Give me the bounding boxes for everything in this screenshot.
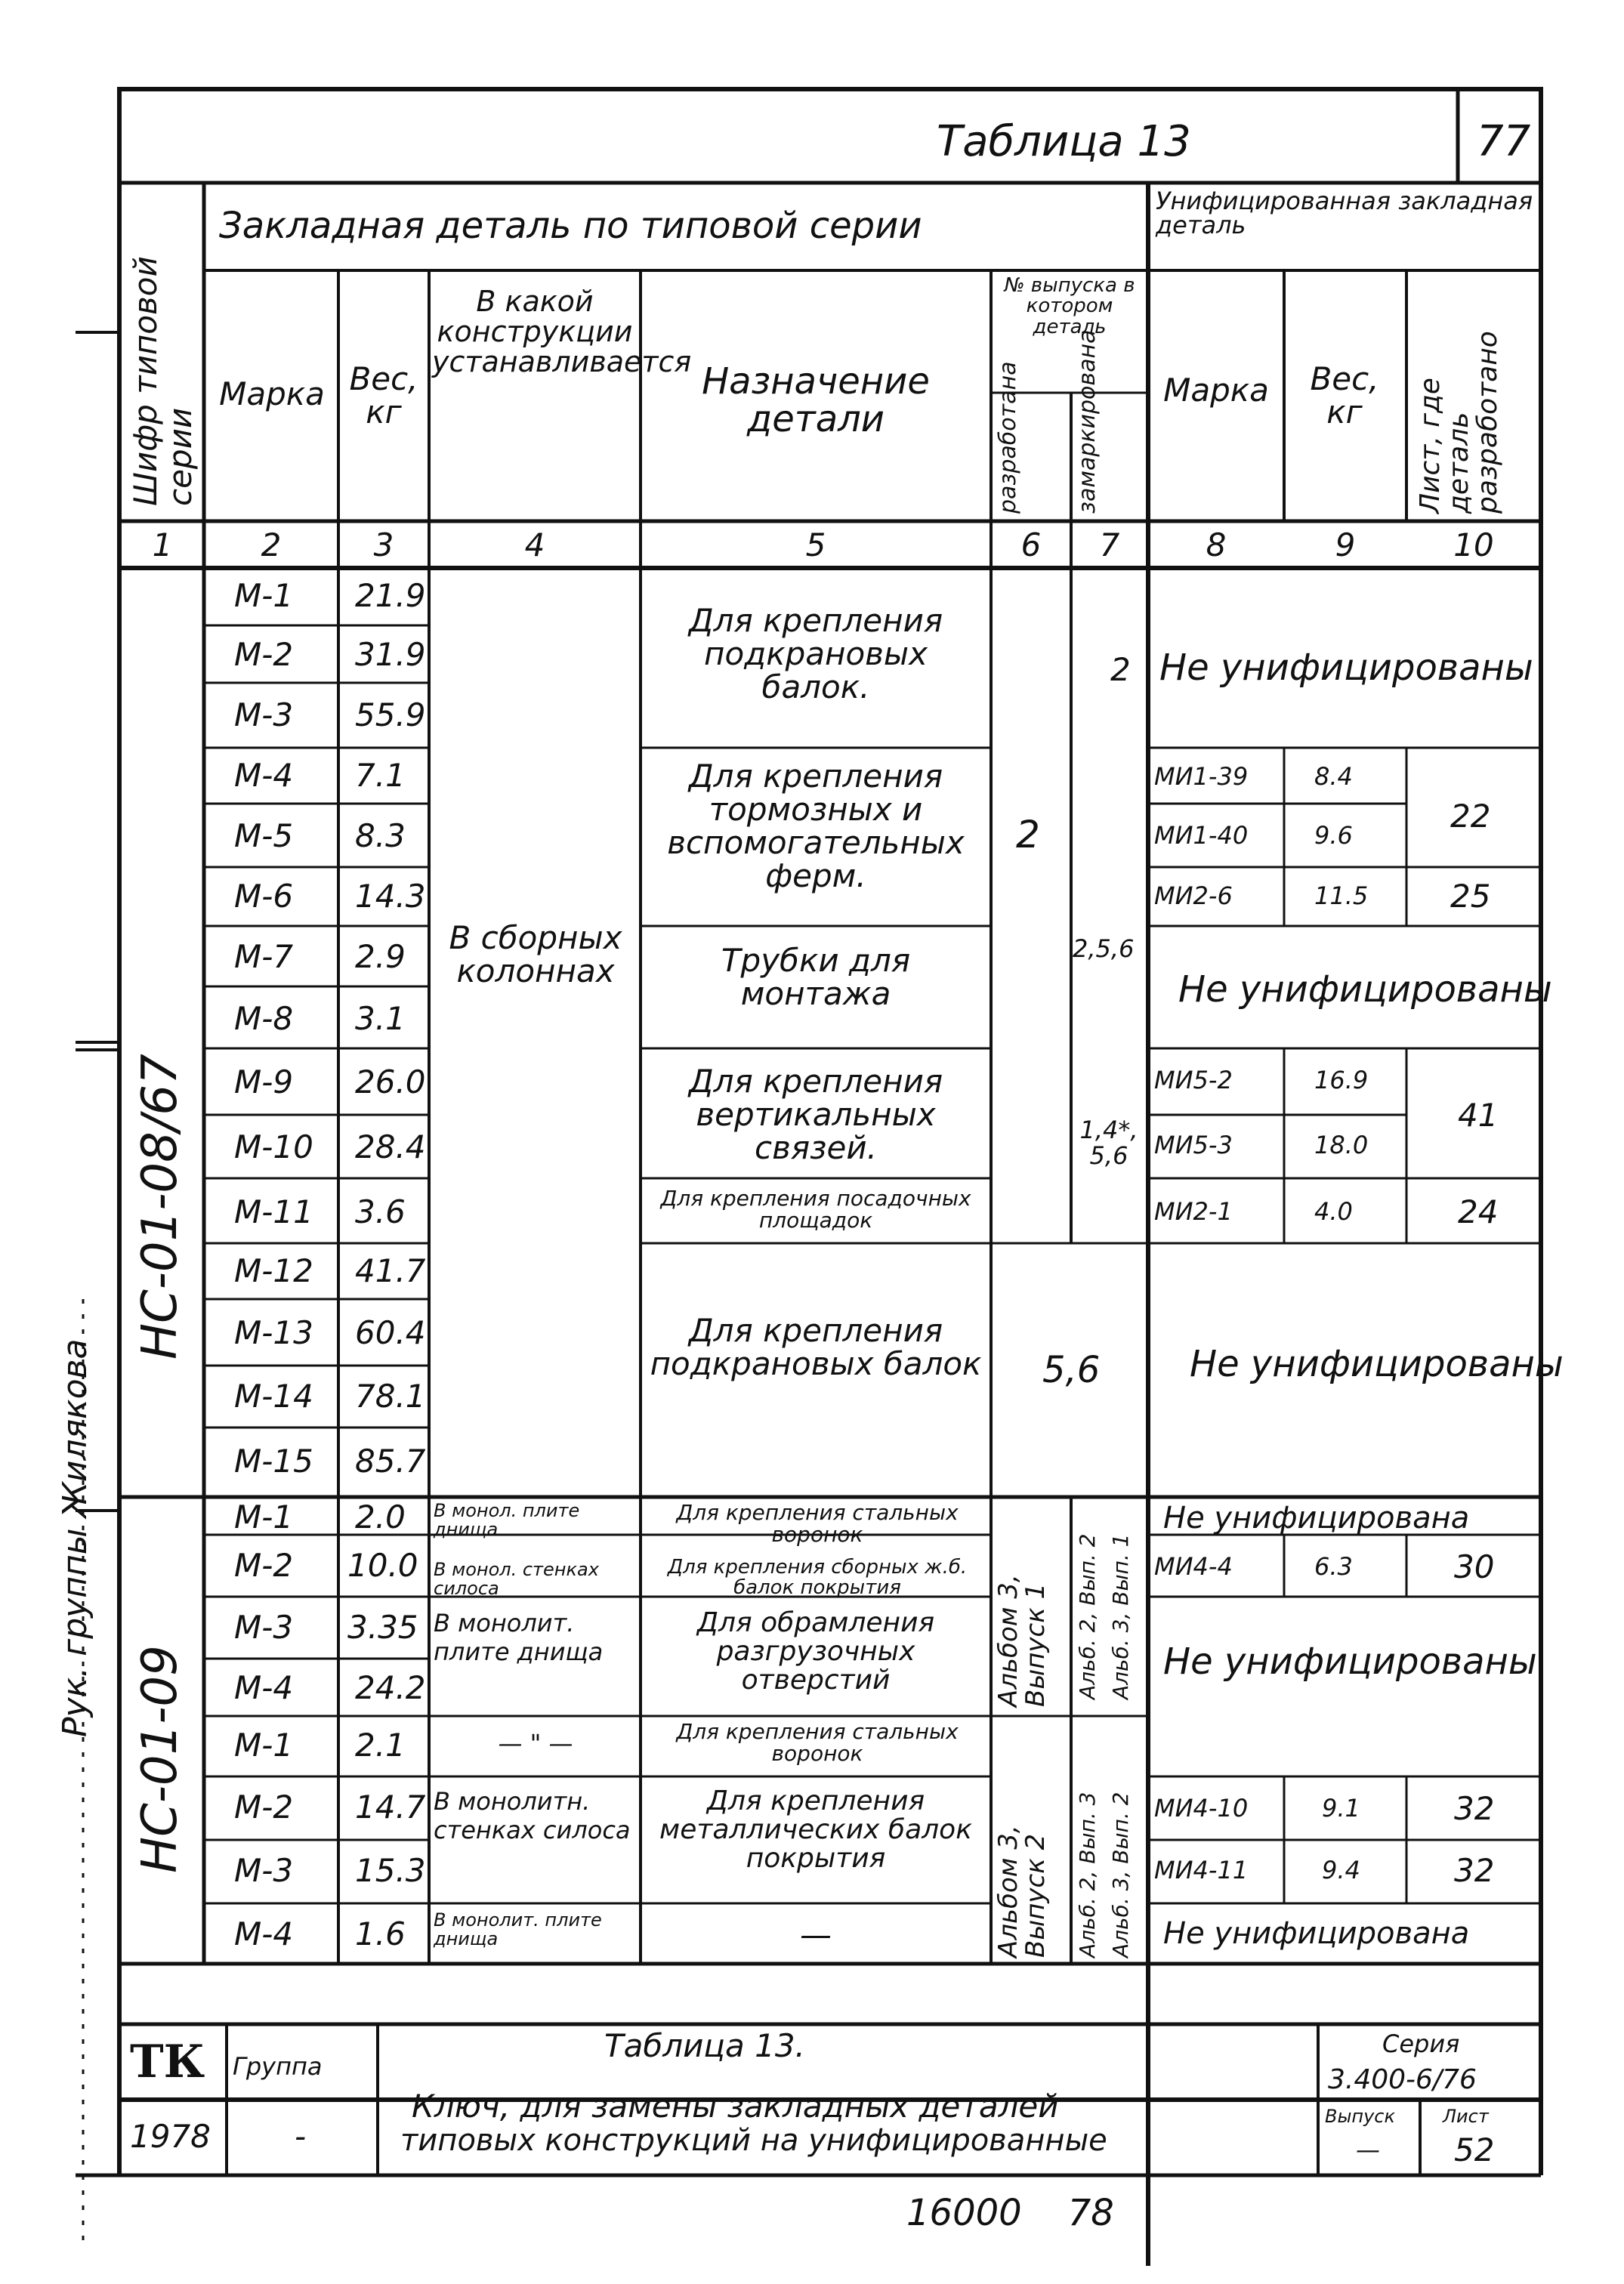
issue-b-mark1b: Альб. 3, Вып. 1 [1108,1533,1133,1699]
col1-header: Шифр типовой серии [127,256,199,506]
colnum-7: 7 [1099,526,1120,563]
construction-a: В сборных колоннах [449,919,622,990]
colnum-8: 8 [1206,526,1227,563]
group-label: Группа [233,2052,323,2081]
weight-a-11: 3.6 [355,1193,406,1230]
col8-header: Марка [1163,372,1269,409]
mark-b-3: М-3 [234,1609,294,1646]
col2-header: Марка [219,375,325,412]
purpose-9: Для обрамления разгрузочных отверстий [696,1607,935,1696]
u8-weight: 9.1 [1322,1794,1360,1823]
purpose-7: Для крепления стальных воронок [676,1500,959,1548]
sheet-label: Лист [1443,2106,1489,2127]
purpose-6: Для крепления подкрановых балок [650,1312,982,1383]
colnum-3: 3 [373,526,394,563]
u3-weight: 11.5 [1314,881,1369,910]
weight-a-1: 21.9 [355,577,426,614]
purpose-4: Для крепления вертикальных связей. [688,1063,943,1167]
caption-text-2: типовых конструкций на унифицированные [400,2123,1107,2158]
u2-mark: МИ1-40 [1154,821,1249,850]
sheet-value: 52 [1454,2131,1495,2168]
series-value: 3.400-6/76 [1328,2064,1477,2095]
mark-a-15: М-15 [234,1443,313,1480]
colnum-6: 6 [1020,526,1042,563]
construction-b1: В монол. плите днища [434,1500,580,1541]
mark-a-14: М-14 [234,1378,313,1415]
construction-b4: — " — [498,1729,573,1758]
weight-a-12: 41.7 [355,1252,426,1289]
purpose-11: Для крепления металлических балок покрытия [659,1786,972,1874]
u7-sheet: 30 [1454,1548,1495,1585]
u2-weight: 9.6 [1314,821,1353,850]
weight-b-8: 1.6 [355,1915,406,1952]
mark-a-4: М-4 [234,757,294,794]
not-unified-6: Не унифицирована [1163,1916,1470,1951]
group-right-header: Унифицированная закладная деталь [1156,187,1533,239]
issue-a-mark3: 1,4*, 5,6 [1079,1116,1138,1170]
weight-a-8: 3.1 [355,1000,406,1037]
side-signature-label: Рук. группы Жилякова [56,1338,94,1737]
mark-a-9: М-9 [234,1063,294,1100]
construction-b2: В монол. стенках силоса [434,1559,599,1600]
weight-b-3: 3.35 [347,1609,418,1646]
issue-b-dev2: Альбом 3, Выпуск 2 [993,1825,1051,1958]
weight-a-15: 85.7 [355,1443,426,1480]
colnum-9: 9 [1335,526,1356,563]
weight-b-1: 2.0 [355,1498,406,1536]
u5-mark: МИ5-3 [1154,1131,1233,1159]
series-label: Серия [1382,2029,1460,2058]
col67-header: № выпуска в котором деталь [1004,274,1135,338]
col6-header: разработана [995,361,1021,514]
col10-header: Лист, где деталь разработано [1415,331,1503,514]
group-left-header: Закладная деталь по типовой серии [219,205,922,247]
mark-a-10: М-10 [234,1128,313,1165]
caption-title: Таблица 13. [604,2027,805,2064]
issue-b-mark1: Альб. 2, Вып. 2 [1075,1533,1100,1699]
weight-a-7: 2.9 [355,938,406,975]
mark-b-7: М-3 [234,1852,294,1889]
issue-b-mark2b: Альб. 3, Вып. 2 [1108,1792,1133,1958]
colnum-4: 4 [524,526,545,563]
group-value: - [295,2118,307,2155]
mark-a-7: М-7 [234,938,294,975]
issue-a-mark1: 2 [1110,651,1131,688]
u8-sheet: 32 [1454,1790,1495,1827]
construction-b6: В монолит. плите днища [434,1909,602,1950]
purpose-3: Трубки для монтажа [721,942,911,1013]
col4-header: В какой конструкции устанавливается [432,285,692,378]
col3-header: Вес, кг [349,360,418,431]
u1-mark: МИ1-39 [1154,762,1249,791]
series-code-a: НС-01-08/67 [132,1054,188,1360]
u12-sheet: 22 [1450,798,1491,835]
not-unified-4: Не унифицирована [1163,1501,1470,1536]
caption-text-1: Ключ, для замены закладных деталей [412,2088,1059,2125]
col5-header: Назначение детали [702,360,930,441]
weight-a-13: 60.4 [355,1314,426,1351]
weight-b-2: 10.0 [347,1547,418,1584]
u9-sheet: 32 [1454,1852,1495,1889]
page-number: 77 [1477,117,1531,166]
mark-b-8: М-4 [234,1915,294,1952]
weight-a-6: 14.3 [355,878,426,915]
colnum-1: 1 [152,526,173,563]
table-title: Таблица 13 [937,117,1191,166]
u45-sheet: 41 [1458,1097,1499,1134]
u3-sheet: 25 [1450,878,1491,915]
u4-mark: МИ5-2 [1154,1066,1233,1094]
u6-weight: 4.0 [1314,1197,1353,1226]
weight-a-10: 28.4 [355,1128,426,1165]
u7-mark: МИ4-4 [1154,1552,1233,1581]
u4-weight: 16.9 [1314,1066,1369,1094]
mark-b-2: М-2 [234,1547,294,1584]
weight-a-3: 55.9 [355,696,426,733]
u9-weight: 9.4 [1322,1856,1360,1884]
mark-a-1: М-1 [234,577,294,614]
series-code-b: НС-01-09 [132,1645,188,1873]
not-unified-1: Не унифицированы [1159,647,1533,689]
issue-label: Выпуск [1325,2106,1395,2127]
weight-a-9: 26.0 [355,1063,426,1100]
mark-a-3: М-3 [234,696,294,733]
purpose-8: Для крепления сборных ж.б. балок покрытия [667,1556,968,1600]
not-unified-2: Не унифицированы [1178,968,1552,1011]
issue-b-dev1: Альбом 3, Выпуск 1 [993,1574,1051,1707]
colnum-5: 5 [805,526,826,563]
year: 1978 [130,2118,211,2155]
purpose-10: Для крепления стальных воронок [676,1719,959,1767]
issue-a-mark2: 2,5,6 [1073,934,1135,963]
mark-b-4: М-4 [234,1669,294,1706]
mark-a-12: М-12 [234,1252,313,1289]
purpose-1: Для крепления подкрановых балок. [688,602,943,706]
col7-header: замаркирована [1074,329,1101,514]
u1-weight: 8.4 [1314,762,1353,791]
mark-a-13: М-13 [234,1314,313,1351]
construction-b3: В монолит. плите днища [434,1609,604,1667]
u6-sheet: 24 [1458,1193,1499,1230]
mark-a-5: М-5 [234,817,294,854]
col9-header: Вес, кг [1310,360,1379,431]
bottom-note: 16000 78 [906,2192,1114,2234]
issue-a-dev: 2 [1016,813,1040,857]
u8-mark: МИ4-10 [1154,1794,1249,1823]
u3-mark: МИ2-6 [1154,881,1233,910]
mark-a-11: М-11 [234,1193,313,1230]
u5-weight: 18.0 [1314,1131,1369,1159]
issue-b-mark2: Альб. 2, Вып. 3 [1075,1792,1100,1958]
u7-weight: 6.3 [1314,1552,1353,1581]
not-unified-5: Не унифицированы [1163,1640,1537,1683]
weight-b-6: 14.7 [355,1789,426,1826]
weight-a-4: 7.1 [355,757,406,794]
construction-b5: В монолитн. стенках силоса [434,1787,631,1845]
mark-b-6: М-2 [234,1789,294,1826]
mark-a-6: М-6 [234,878,294,915]
weight-a-2: 31.9 [355,636,426,673]
purpose-2: Для крепления тормозных и вспомогательных ферм. [667,758,965,895]
weight-a-14: 78.1 [355,1378,426,1415]
colnum-2: 2 [261,526,282,563]
org-stamp: ТК [130,2036,205,2088]
mark-b-5: М-1 [234,1727,294,1764]
colnum-10: 10 [1453,526,1494,563]
purpose-12: — [800,1916,832,1953]
issue-value: — [1356,2135,1380,2164]
u6-mark: МИ2-1 [1154,1197,1233,1226]
u9-mark: МИ4-11 [1154,1856,1249,1884]
issue-a-56: 5,6 [1042,1349,1101,1391]
weight-b-5: 2.1 [355,1727,406,1764]
mark-a-8: М-8 [234,1000,294,1037]
weight-b-7: 15.3 [355,1852,426,1889]
weight-a-5: 8.3 [355,817,406,854]
purpose-5: Для крепления посадочных площадок [660,1186,971,1233]
mark-a-2: М-2 [234,636,294,673]
mark-b-1: М-1 [234,1498,294,1536]
not-unified-3: Не унифицированы [1190,1343,1564,1385]
weight-b-4: 24.2 [355,1669,426,1706]
